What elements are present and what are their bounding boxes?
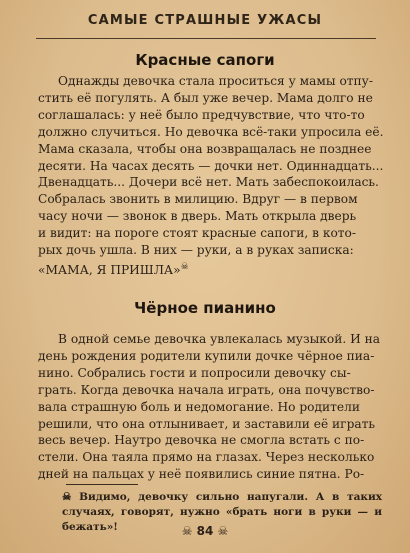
running-header — [0, 0, 410, 40]
footnote-text: Видимо, девочку сильно напугали. А в таких случаях, говорят, нужно «брать ноги в руки — и бежать»! — [62, 491, 383, 533]
text-line: В одной семье девочка увлекалась музыкой. И на — [58, 332, 381, 346]
text-line: день рождения родители купили дочке чёрное пиа- — [38, 348, 375, 363]
text-line-last — [38, 259, 374, 279]
page-number-row — [0, 524, 410, 538]
page-number: 84 — [196, 524, 214, 538]
text-line: десяти. На часах десять — дочки нет. Одиннадцать... — [38, 158, 384, 173]
text-line: стели. Она таяла прямо на глазах. Через несколько — [38, 450, 375, 465]
text-line: весь вечер. Наутро девочка не смогла встать с по- — [38, 433, 365, 448]
skull-icon: ☠ — [217, 524, 229, 538]
text-line: дней на пальцах у неё появились синие пятна. Ро- — [38, 467, 365, 482]
text-line: Мама сказала, чтобы она возвращалась не позднее — [38, 141, 372, 156]
text-line: Однажды девочка стала проситься у мамы отпу- — [58, 74, 373, 88]
skull-footnote-icon: ☠ — [180, 261, 189, 272]
text-line: и видит: на пороге стоят красные сапоги, в кото- — [38, 226, 356, 241]
text-line: часу ночи — звонок в дверь. Мать открыла дверь — [38, 209, 357, 224]
text-line: стить её погулять. А был уже вечер. Мама долго не — [38, 90, 373, 105]
story-body-red-boots — [38, 73, 384, 279]
text-line: соглашалась: у неё было предчувствие, что что-то — [38, 107, 365, 122]
text-line: Собралась звонить в милицию. Вдруг — в первом — [38, 192, 358, 207]
story-title-red-boots: Красные сапоги — [135, 51, 275, 69]
text-line: решили, что она отлынивает, и заставили её играть — [38, 416, 376, 431]
text-line: нино. Собрались гости и попросили девочку сы- — [38, 365, 351, 380]
text-line: рых дочь ушла. В них — руки, а в руках записка: — [38, 243, 354, 258]
footnote-rule — [66, 484, 138, 485]
story-body-black-piano — [38, 331, 381, 483]
skull-icon: ☠ — [181, 524, 193, 538]
skull-icon: ☠ — [62, 491, 72, 503]
text-line: вала страшную боль и недомогание. Но родители — [38, 399, 360, 414]
text-line: должно случиться. Но девочка всё-таки упросила её. — [38, 124, 384, 139]
note-text: «МАМА, Я ПРИШЛА» — [38, 263, 181, 278]
running-title: САМЫЕ СТРАШНЫЕ УЖАСЫ — [87, 12, 323, 28]
text-line: Двенадцать... Дочери всё нет. Мать забеспокоилась. — [38, 175, 379, 190]
header-rule — [36, 38, 376, 39]
story-title-black-piano: Чёрное пианино — [134, 299, 276, 317]
text-line: грать. Когда девочка начала играть, она почувство- — [38, 382, 375, 397]
